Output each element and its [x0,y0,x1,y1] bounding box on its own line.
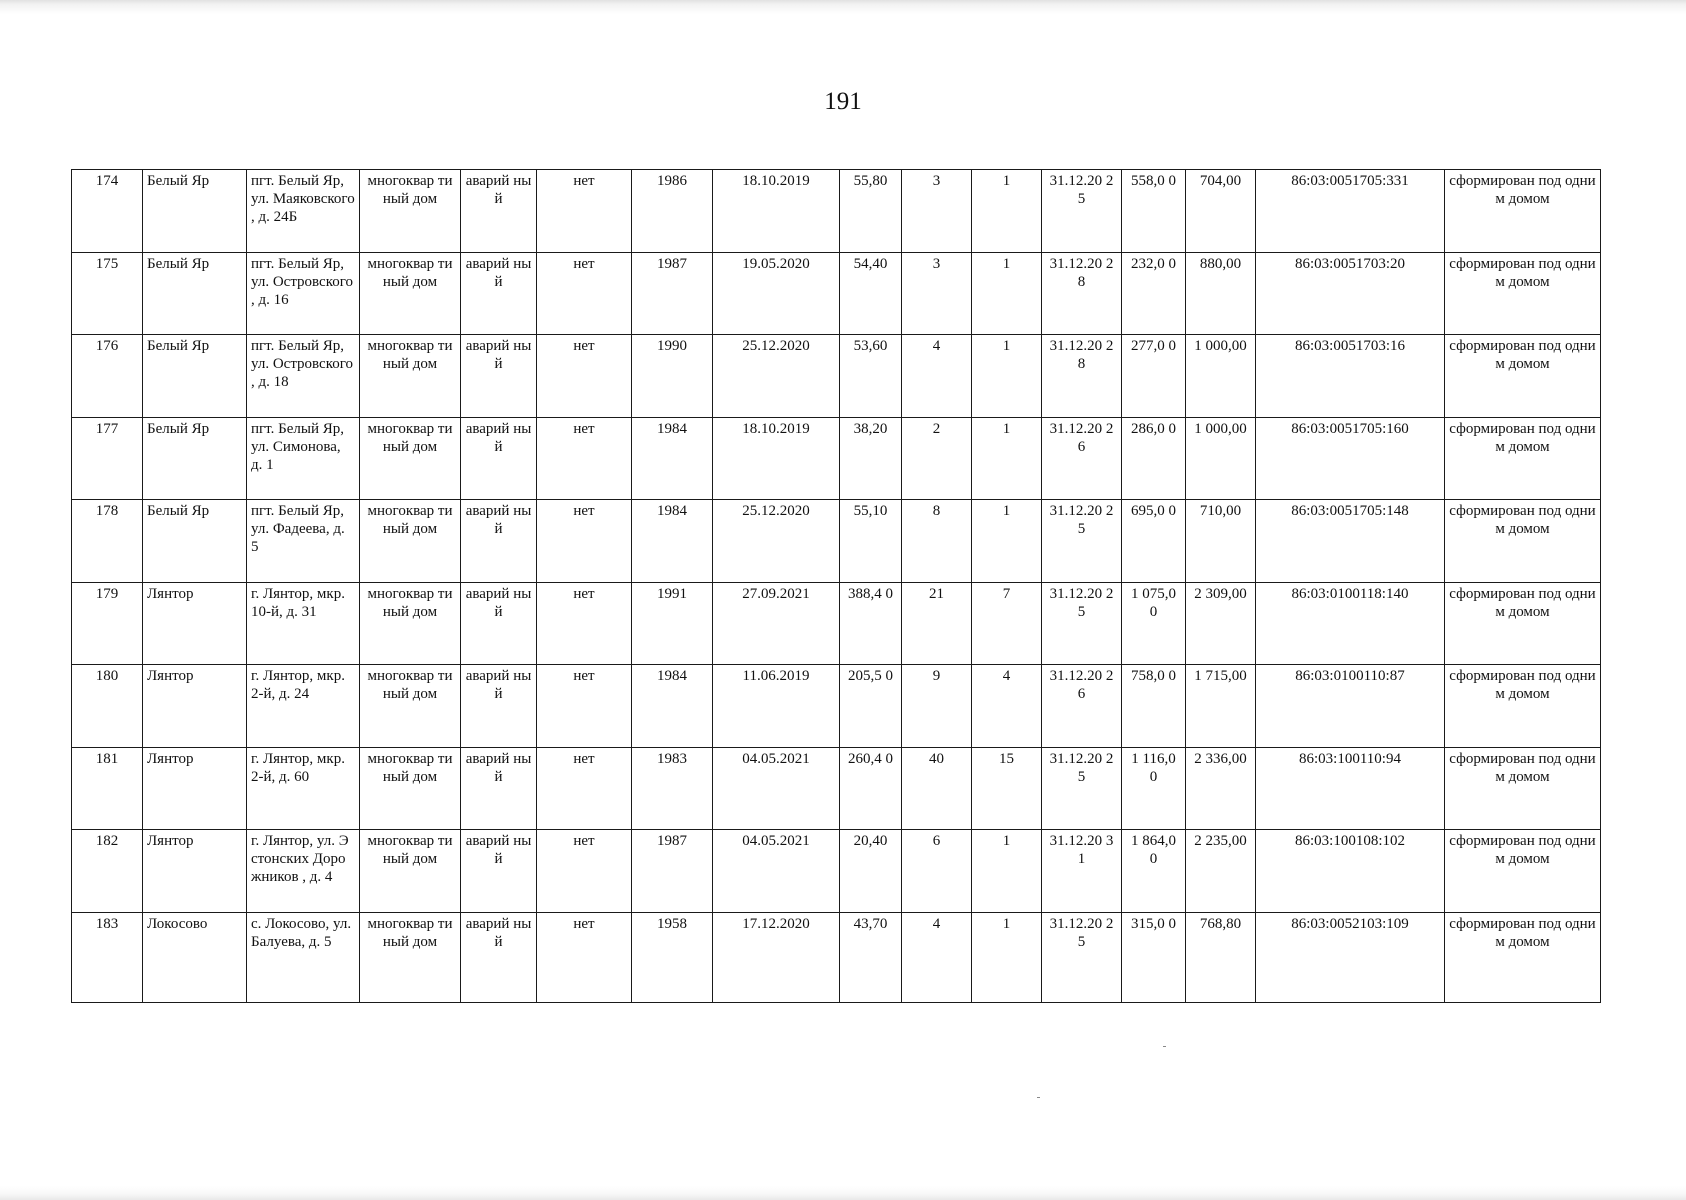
cell-settlement: Лянтор [143,830,247,913]
cell-building-type: многоквар тиный дом [360,500,461,583]
cell-number: 176 [72,335,143,418]
cell-deadline: 31.12.20 28 [1042,252,1122,335]
cell-address: пгт. Белый Яр, ул. Фадеева, д. 5 [247,500,360,583]
cell-cadastral-number: 86:03:100108:102 [1256,830,1445,913]
cell-building-type: многоквар тиный дом [360,335,461,418]
cell-residents: 4 [902,912,972,1002]
cell-apartments: 1 [972,912,1042,1002]
cell-settlement: Белый Яр [143,500,247,583]
cell-land-area: 1 715,00 [1186,665,1256,748]
cell-apartments: 7 [972,582,1042,665]
cell-area: 20,40 [840,830,902,913]
table-row [72,252,1601,335]
table-row [72,417,1601,500]
cell-residents: 21 [902,582,972,665]
cell-year: 1984 [632,665,713,748]
cell-building-type: многоквар тиный дом [360,582,461,665]
cell-area: 55,80 [840,170,902,253]
cell-apartments: 15 [972,747,1042,830]
cell-condition: аварий ный [461,252,537,335]
table-row [72,747,1601,830]
cell-apartments: 1 [972,252,1042,335]
cell-condition: аварий ный [461,170,537,253]
table-row [72,912,1601,1002]
cell-flag: нет [537,830,632,913]
cell-cost: 558,0 0 [1122,170,1186,253]
cell-land-area: 880,00 [1186,252,1256,335]
cell-cadastral-number: 86:03:0051705:148 [1256,500,1445,583]
cell-land-status: сформирован под одним домом [1445,582,1601,665]
cell-year: 1958 [632,912,713,1002]
cell-flag: нет [537,417,632,500]
cell-apartments: 1 [972,417,1042,500]
scan-edge-bottom [0,1186,1686,1200]
cell-deadline: 31.12.20 31 [1042,830,1122,913]
cell-year: 1987 [632,830,713,913]
cell-condition: аварий ный [461,335,537,418]
cell-apartments: 4 [972,665,1042,748]
cell-building-type: многоквар тиный дом [360,912,461,1002]
cell-land-area: 2 309,00 [1186,582,1256,665]
cell-land-area: 1 000,00 [1186,417,1256,500]
cell-number: 181 [72,747,143,830]
cell-year: 1990 [632,335,713,418]
cell-land-area: 2 336,00 [1186,747,1256,830]
cell-number: 177 [72,417,143,500]
cell-settlement: Локосово [143,912,247,1002]
cell-cadastral-number: 86:03:0051703:20 [1256,252,1445,335]
cell-number: 180 [72,665,143,748]
table-row [72,500,1601,583]
cell-condition: аварий ный [461,912,537,1002]
scan-speck [1037,1097,1040,1098]
cell-address: пгт. Белый Яр, ул. Симонова, д. 1 [247,417,360,500]
cell-deadline: 31.12.20 25 [1042,747,1122,830]
cell-residents: 3 [902,170,972,253]
cell-land-status: сформирован под одним домом [1445,335,1601,418]
cell-settlement: Лянтор [143,665,247,748]
cell-building-type: многоквар тиный дом [360,417,461,500]
cell-cost: 286,0 0 [1122,417,1186,500]
cell-condition: аварий ный [461,747,537,830]
cell-address: пгт. Белый Яр, ул. Островского , д. 16 [247,252,360,335]
cell-area: 205,5 0 [840,665,902,748]
cell-address: г. Лянтор, мкр. 2-й, д. 60 [247,747,360,830]
cell-cost: 1 864,0 0 [1122,830,1186,913]
cell-apartments: 1 [972,170,1042,253]
scan-edge-top [0,0,1686,18]
cell-deadline: 31.12.20 25 [1042,582,1122,665]
cell-condition: аварий ный [461,500,537,583]
cell-land-area: 1 000,00 [1186,335,1256,418]
cell-deadline: 31.12.20 25 [1042,500,1122,583]
cell-condition: аварий ный [461,582,537,665]
table-row [72,335,1601,418]
cell-flag: нет [537,500,632,583]
cell-flag: нет [537,912,632,1002]
cell-land-status: сформирован под одним домом [1445,665,1601,748]
cell-deadline: 31.12.20 25 [1042,912,1122,1002]
page-number: 191 [824,88,862,115]
cell-residents: 4 [902,335,972,418]
cell-number: 179 [72,582,143,665]
cell-year: 1984 [632,417,713,500]
cell-area: 38,20 [840,417,902,500]
cell-land-area: 710,00 [1186,500,1256,583]
cell-flag: нет [537,665,632,748]
cell-address: пгт. Белый Яр, ул. Островского , д. 18 [247,335,360,418]
cell-apartments: 1 [972,830,1042,913]
cell-year: 1991 [632,582,713,665]
cell-cost: 758,0 0 [1122,665,1186,748]
cell-address: г. Лянтор, мкр. 10-й, д. 31 [247,582,360,665]
cell-cost: 277,0 0 [1122,335,1186,418]
housing-table [71,169,1601,1003]
cell-recognition-date: 25.12.2020 [713,500,840,583]
cell-residents: 2 [902,417,972,500]
cell-deadline: 31.12.20 26 [1042,665,1122,748]
cell-settlement: Лянтор [143,747,247,830]
cell-recognition-date: 25.12.2020 [713,335,840,418]
cell-year: 1984 [632,500,713,583]
cell-cost: 1 116,0 0 [1122,747,1186,830]
cell-cost: 695,0 0 [1122,500,1186,583]
cell-settlement: Белый Яр [143,252,247,335]
cell-area: 55,10 [840,500,902,583]
cell-year: 1987 [632,252,713,335]
cell-flag: нет [537,252,632,335]
cell-settlement: Лянтор [143,582,247,665]
cell-land-status: сформирован под одним домом [1445,417,1601,500]
cell-number: 175 [72,252,143,335]
cell-recognition-date: 27.09.2021 [713,582,840,665]
cell-cadastral-number: 86:03:0051703:16 [1256,335,1445,418]
cell-land-status: сформирован под одним домом [1445,747,1601,830]
cell-settlement: Белый Яр [143,170,247,253]
cell-cost: 232,0 0 [1122,252,1186,335]
cell-flag: нет [537,582,632,665]
cell-recognition-date: 11.06.2019 [713,665,840,748]
cell-number: 182 [72,830,143,913]
cell-number: 178 [72,500,143,583]
cell-building-type: многоквар тиный дом [360,830,461,913]
cell-land-status: сформирован под одним домом [1445,170,1601,253]
cell-cadastral-number: 86:03:0051705:160 [1256,417,1445,500]
cell-cost: 315,0 0 [1122,912,1186,1002]
cell-condition: аварий ный [461,830,537,913]
cell-recognition-date: 04.05.2021 [713,747,840,830]
cell-number: 174 [72,170,143,253]
cell-condition: аварий ный [461,417,537,500]
cell-cadastral-number: 86:03:0052103:109 [1256,912,1445,1002]
cell-building-type: многоквар тиный дом [360,170,461,253]
cell-deadline: 31.12.20 25 [1042,170,1122,253]
cell-flag: нет [537,335,632,418]
cell-building-type: многоквар тиный дом [360,747,461,830]
table-row [72,830,1601,913]
cell-deadline: 31.12.20 26 [1042,417,1122,500]
cell-area: 53,60 [840,335,902,418]
cell-condition: аварий ный [461,665,537,748]
cell-number: 183 [72,912,143,1002]
cell-area: 260,4 0 [840,747,902,830]
cell-building-type: многоквар тиный дом [360,665,461,748]
cell-recognition-date: 17.12.2020 [713,912,840,1002]
cell-land-area: 768,80 [1186,912,1256,1002]
cell-building-type: многоквар тиный дом [360,252,461,335]
table-row [72,665,1601,748]
cell-recognition-date: 18.10.2019 [713,170,840,253]
cell-flag: нет [537,747,632,830]
cell-recognition-date: 18.10.2019 [713,417,840,500]
scan-speck [1163,1046,1166,1047]
cell-residents: 6 [902,830,972,913]
cell-land-area: 2 235,00 [1186,830,1256,913]
table-row [72,170,1601,253]
cell-address: г. Лянтор, ул. Эстонских Дорожников , д. 4 [247,830,360,913]
cell-land-status: сформирован под одним домом [1445,500,1601,583]
cell-land-status: сформирован под одним домом [1445,252,1601,335]
cell-address: с. Локосово, ул. Балуева, д. 5 [247,912,360,1002]
cell-cadastral-number: 86:03:0100118:140 [1256,582,1445,665]
cell-cadastral-number: 86:03:100110:94 [1256,747,1445,830]
cell-recognition-date: 19.05.2020 [713,252,840,335]
cell-cadastral-number: 86:03:0051705:331 [1256,170,1445,253]
cell-address: г. Лянтор, мкр. 2-й, д. 24 [247,665,360,748]
cell-residents: 40 [902,747,972,830]
cell-residents: 9 [902,665,972,748]
cell-recognition-date: 04.05.2021 [713,830,840,913]
cell-year: 1983 [632,747,713,830]
cell-area: 43,70 [840,912,902,1002]
cell-settlement: Белый Яр [143,335,247,418]
cell-address: пгт. Белый Яр, ул. Маяковского , д. 24Б [247,170,360,253]
cell-deadline: 31.12.20 28 [1042,335,1122,418]
cell-year: 1986 [632,170,713,253]
cell-residents: 8 [902,500,972,583]
cell-settlement: Белый Яр [143,417,247,500]
table-body [72,170,1601,1003]
table-row [72,582,1601,665]
cell-area: 54,40 [840,252,902,335]
cell-area: 388,4 0 [840,582,902,665]
cell-apartments: 1 [972,500,1042,583]
cell-apartments: 1 [972,335,1042,418]
cell-residents: 3 [902,252,972,335]
cell-cost: 1 075,0 0 [1122,582,1186,665]
cell-land-area: 704,00 [1186,170,1256,253]
cell-cadastral-number: 86:03:0100110:87 [1256,665,1445,748]
cell-land-status: сформирован под одним домом [1445,912,1601,1002]
cell-land-status: сформирован под одним домом [1445,830,1601,913]
cell-flag: нет [537,170,632,253]
